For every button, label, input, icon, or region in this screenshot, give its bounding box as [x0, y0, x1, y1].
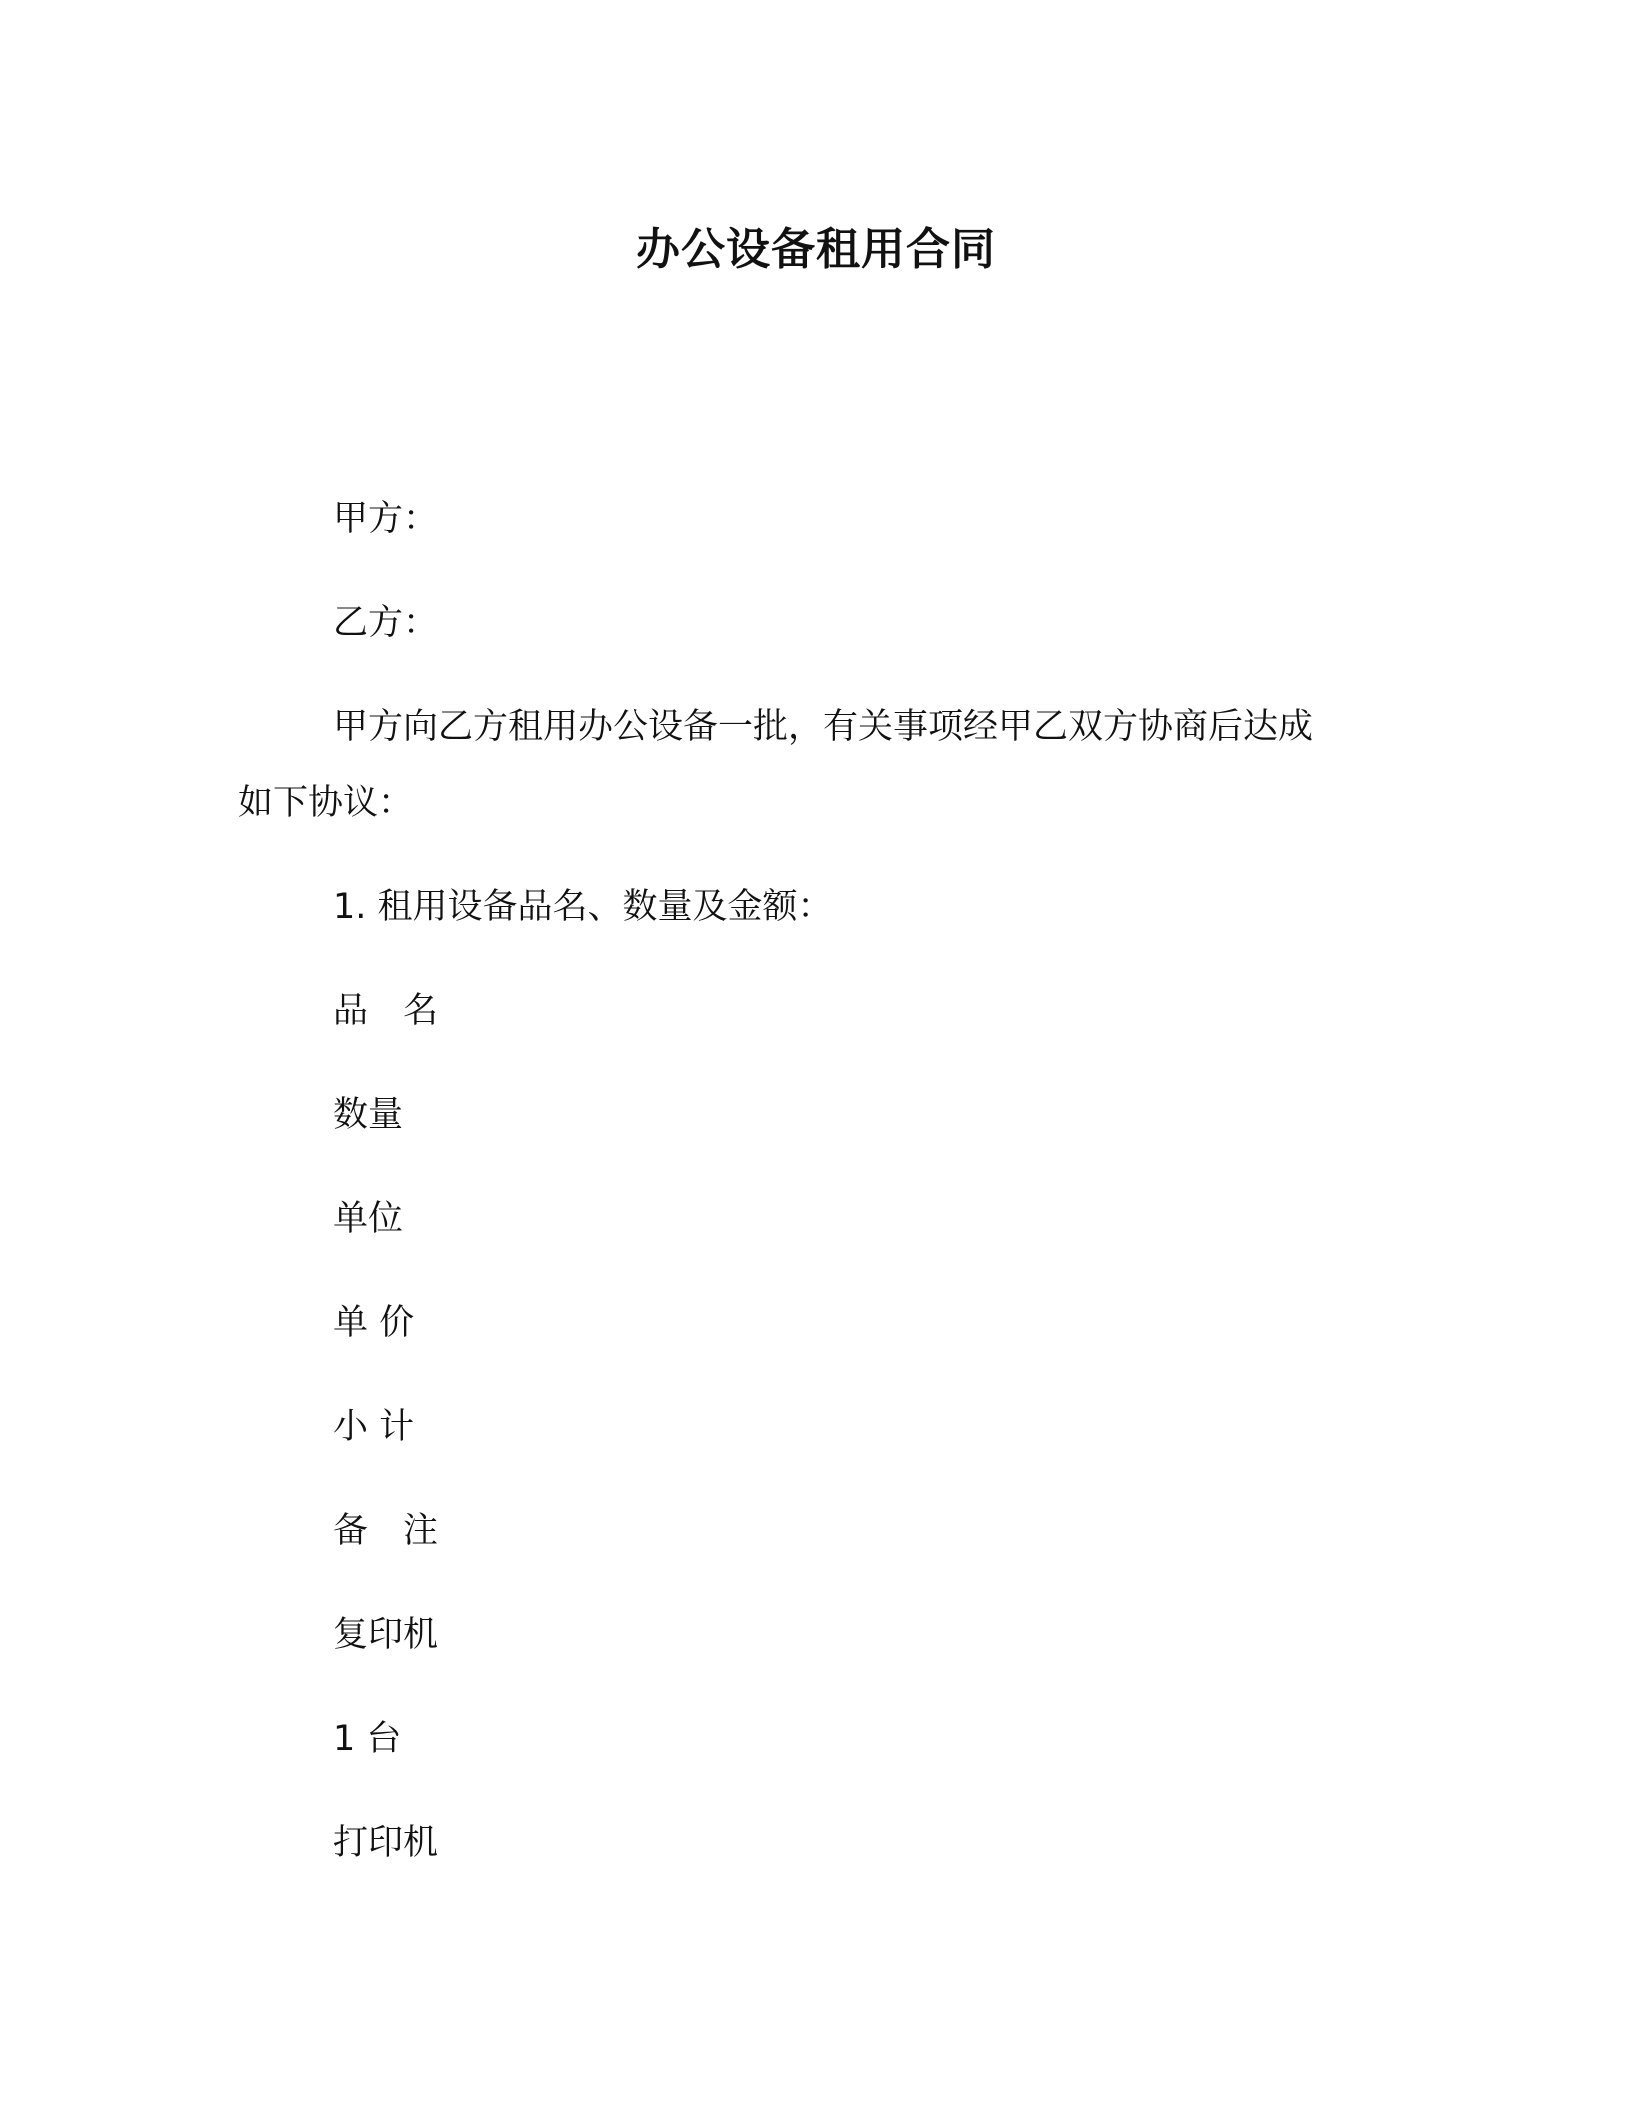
party-a-label: 甲方： [333, 499, 439, 539]
table-header-quantity: 数量 [333, 1095, 404, 1135]
table-cell-quantity: 1 台 [333, 1719, 402, 1759]
party-b-label: 乙方： [333, 603, 439, 643]
section-1-heading: 1. 租用设备品名、数量及金额： [333, 887, 833, 927]
intro-paragraph-line-2: 如下协议： [238, 783, 414, 823]
table-header-subtotal: 小 计 [333, 1407, 415, 1447]
table-header-unit: 单位 [333, 1199, 404, 1239]
document-title: 办公设备租用合同 [636, 224, 996, 275]
table-header-remarks: 备 注 [333, 1511, 439, 1551]
table-cell-item: 打印机 [333, 1823, 439, 1863]
table-header-item-name: 品 名 [333, 991, 439, 1031]
intro-paragraph-line-1: 甲方向乙方租用办公设备一批，有关事项经甲乙双方协商后达成 [333, 707, 1314, 747]
table-header-unit-price: 单 价 [333, 1303, 415, 1343]
table-cell-item: 复印机 [333, 1615, 439, 1655]
